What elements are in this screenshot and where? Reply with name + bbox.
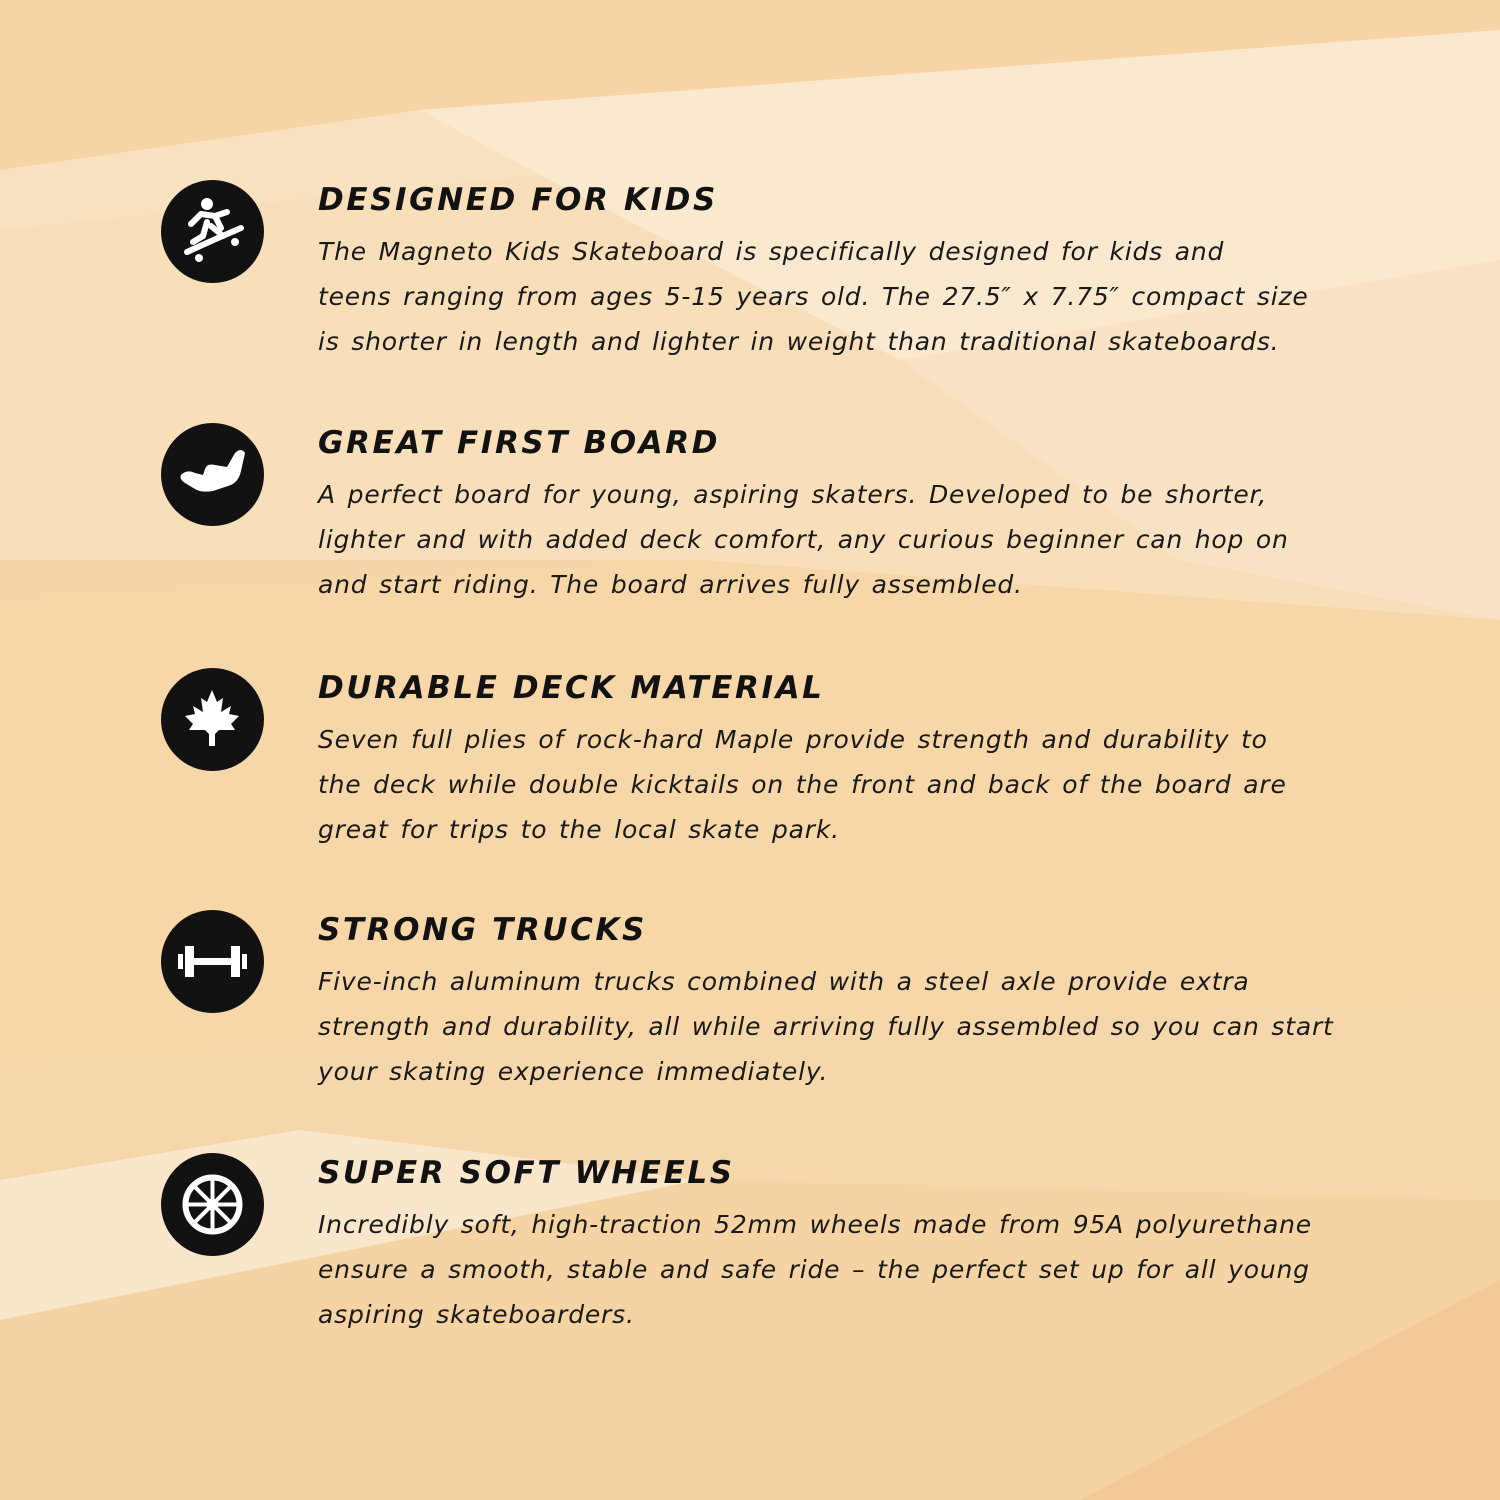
description-line: and start riding. The board arrives fully assembled. <box>318 570 1023 599</box>
feature-title: GREAT FIRST BOARD <box>318 425 721 461</box>
description-line: Seven full plies of rock-hard Maple provide strength and durability to <box>318 725 1268 754</box>
description-line: strength and durability, all while arriving fully assembled so you can start <box>318 1012 1334 1041</box>
feature-title: SUPER SOFT WHEELS <box>318 1155 735 1191</box>
wheel-icon <box>161 1153 264 1256</box>
feature-title: STRONG TRUCKS <box>318 912 647 948</box>
feature-description <box>318 1202 1368 1337</box>
description-line: Incredibly soft, high-traction 52mm wheels made from 95A polyurethane <box>318 1210 1312 1239</box>
description-line: is shorter in length and lighter in weight than traditional skateboards. <box>318 327 1280 356</box>
description-line: A perfect board for young, aspiring skaters. Developed to be shorter, <box>318 480 1268 509</box>
feature-designed-for-kids <box>0 180 1500 420</box>
feature-title: DURABLE DECK MATERIAL <box>318 670 825 706</box>
feature-description <box>318 717 1368 852</box>
feature-description <box>318 959 1368 1094</box>
feature-super-soft-wheels <box>0 1153 1500 1393</box>
shaka-hand-icon <box>161 423 264 526</box>
feature-description <box>318 229 1368 364</box>
feature-description <box>318 472 1368 607</box>
description-line: your skating experience immediately. <box>318 1057 829 1086</box>
description-line: The Magneto Kids Skateboard is specifically designed for kids and <box>318 237 1225 266</box>
feature-great-first-board <box>0 423 1500 663</box>
feature-durable-deck-material <box>0 668 1500 908</box>
skateboarder-icon <box>161 180 264 283</box>
feature-strong-trucks <box>0 910 1500 1150</box>
description-line: teens ranging from ages 5-15 years old. The 27.5″ x 7.75″ compact size <box>318 282 1309 311</box>
description-line: great for trips to the local skate park. <box>318 815 840 844</box>
dumbbell-icon <box>161 910 264 1013</box>
description-line: lighter and with added deck comfort, any curious beginner can hop on <box>318 525 1289 554</box>
maple-leaf-icon <box>161 668 264 771</box>
description-line: ensure a smooth, stable and safe ride – the perfect set up for all young <box>318 1255 1310 1284</box>
description-line: the deck while double kicktails on the front and back of the board are <box>318 770 1287 799</box>
description-line: aspiring skateboarders. <box>318 1300 635 1329</box>
description-line: Five-inch aluminum trucks combined with a steel axle provide extra <box>318 967 1250 996</box>
feature-title: DESIGNED FOR KIDS <box>318 182 718 218</box>
